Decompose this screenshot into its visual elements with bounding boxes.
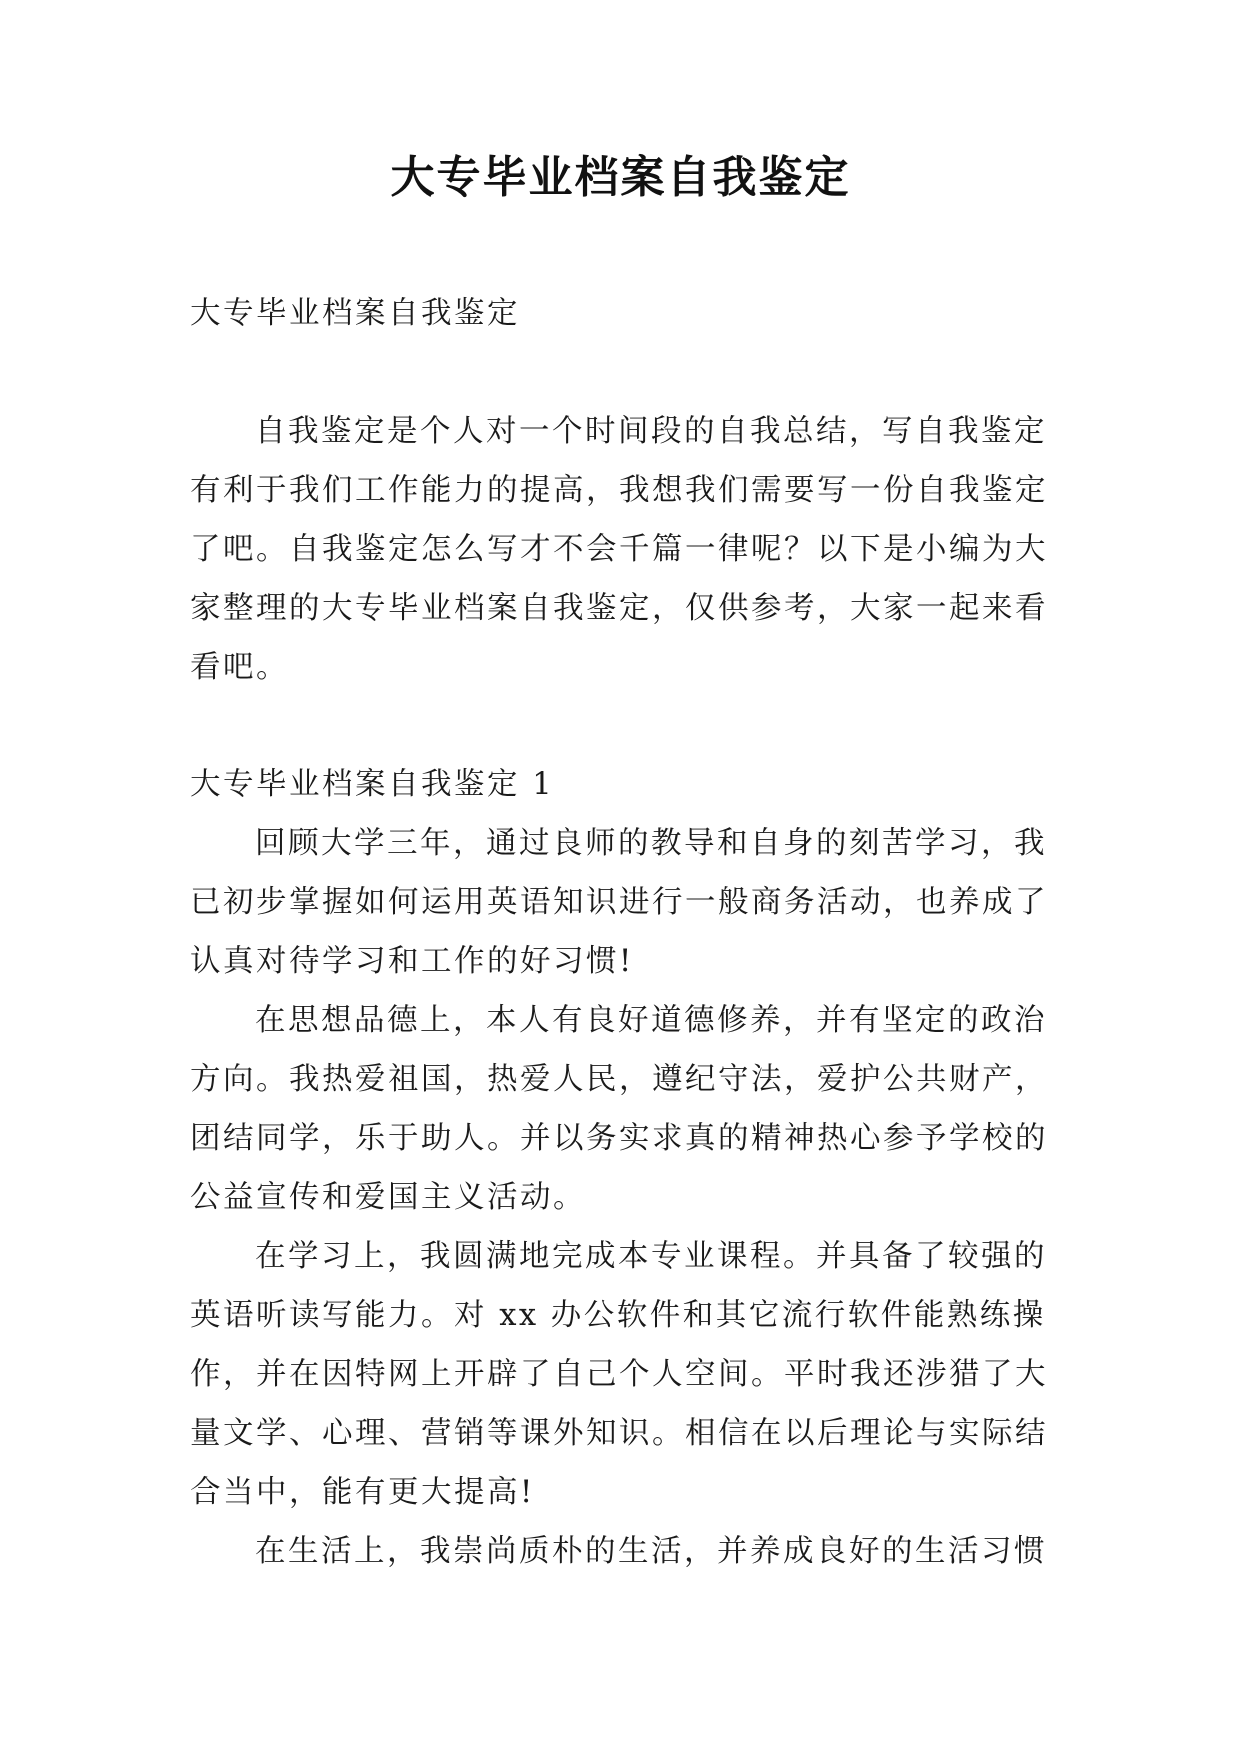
section-heading: 大专毕业档案自我鉴定 1: [190, 767, 555, 802]
body-paragraph: 回顾大学三年，通过良师的教导和自身的刻苦学习，我已初步掌握如何运用英语知识进行一般商务活动，也养成了认真对待学习和工作的好习惯!: [190, 826, 1048, 979]
document-subtitle: 大专毕业档案自我鉴定: [190, 296, 520, 331]
document-body: [190, 284, 1050, 1581]
spacer: [190, 697, 1050, 755]
spacer: [190, 343, 1050, 402]
body-paragraph: 在学习上，我圆满地完成本专业课程。并具备了较强的英语听读写能力。对 xx 办公软件和其它流行软件能熟练操作，并在因特网上开辟了自己个人空间。平时我还涉猎了大量文学、心理、营销等课外知识。相信在以后理论与实际结合当中，能有更大提高!: [190, 1239, 1048, 1510]
body-paragraph: 在思想品德上，本人有良好道德修养，并有坚定的政治方向。我热爱祖国，热爱人民，遵纪守法，爱护公共财产，团结同学，乐于助人。并以务实求真的精神热心参予学校的公益宣传和爱国主义活动。: [190, 1003, 1048, 1215]
body-paragraph: 在生活上，我崇尚质朴的生活，并养成良好的生活习惯: [255, 1534, 1047, 1569]
intro-paragraph: 自我鉴定是个人对一个时间段的自我总结，写自我鉴定有利于我们工作能力的提高，我想我们需要写一份自我鉴定了吧。自我鉴定怎么写才不会千篇一律呢？以下是小编为大家整理的大专毕业档案自我鉴定，仅供参考，大家一起来看看吧。: [190, 414, 1048, 685]
document-title: 大专毕业档案自我鉴定: [390, 152, 851, 203]
